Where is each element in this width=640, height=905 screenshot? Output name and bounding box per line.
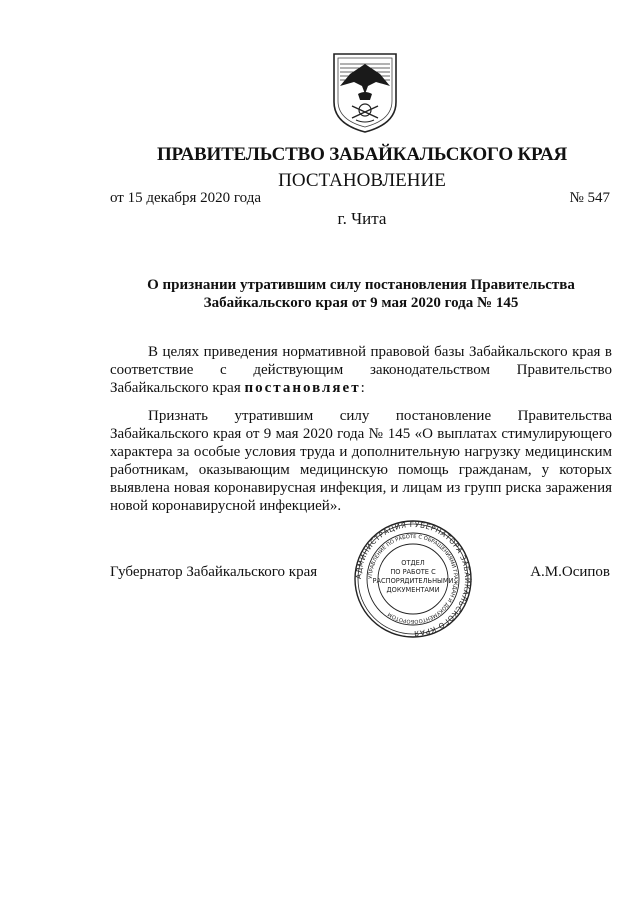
preamble-text: В целях приведения нормативной правовой базы Забайкальского края в соответствие с действующим законодательством Правительство Забайкальского края xyxy=(110,344,612,396)
government-title: ПРАВИТЕЛЬСТВО ЗАБАЙКАЛЬСКОГО КРАЯ xyxy=(156,144,568,165)
coat-of-arms-emblem xyxy=(328,50,402,134)
stamp-line-4: ДОКУМЕНТАМИ xyxy=(386,586,440,594)
stamp-line-1: ОТДЕЛ xyxy=(401,559,425,567)
document-subject xyxy=(110,276,612,312)
paragraph-preamble xyxy=(110,343,612,397)
official-stamp xyxy=(352,518,474,640)
paragraph-resolution xyxy=(110,407,612,515)
resolve-keyword: постановляет xyxy=(244,380,361,396)
signer-name: А.М.Осипов xyxy=(530,564,610,580)
stamp-inner-ring-text: УПРАВЛЕНИЕ ПО РАБОТЕ С ОБРАЩЕНИЯМИ ГРАЖДАН И ДОКУМЕНТООБОРОТОМ xyxy=(367,533,459,625)
stamp-outer-ring-text: АДМИНИСТРАЦИЯ ГУБЕРНАТОРА ЗАБАЙКАЛЬСКОГО КРАЯ xyxy=(353,519,473,639)
subject-line-1: О признании утратившим силу постановления Правительства xyxy=(147,277,575,293)
preamble-tail: : xyxy=(360,380,365,396)
document-date: от 15 декабря 2020 года xyxy=(110,190,262,206)
stamp-line-2: ПО РАБОТЕ С xyxy=(390,568,436,576)
document-number: № 547 xyxy=(569,190,610,206)
resolution-text: Признать утратившим силу постановление Правительства Забайкальского края от 9 мая 2020 года № 145 «О выплатах стимулирующего характера за особые условия труда и дополнительную нагрузку медицинским работникам, оказывающим медицинскую помощь гражданам, у которых выявлена новая коронавирусная инфекция, и лицам из групп риска заражения новой коронавирусной инфекцией». xyxy=(110,408,612,514)
document-city: г. Чита xyxy=(337,209,387,228)
signer-position: Губернатор Забайкальского края xyxy=(110,564,318,580)
stamp-line-3: РАСПОРЯДИТЕЛЬНЫМИ xyxy=(372,577,454,585)
document-type: ПОСТАНОВЛЕНИЕ xyxy=(278,170,446,191)
subject-line-2: Забайкальского края от 9 мая 2020 года № 145 xyxy=(203,295,519,311)
